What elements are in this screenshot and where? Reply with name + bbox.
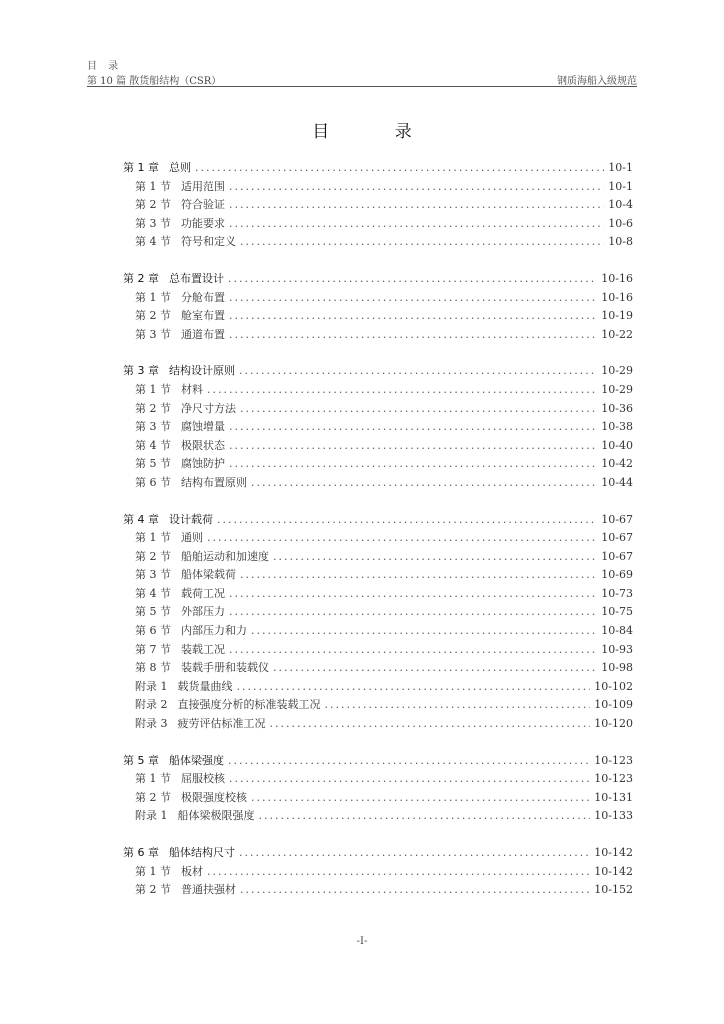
toc-section-entry[interactable]	[123, 566, 633, 585]
toc-page-number: 10-75	[601, 605, 633, 619]
page-number: -I-	[356, 936, 368, 947]
toc-page-number: 10-142	[594, 864, 633, 878]
toc-page-number: 10-102	[594, 679, 633, 693]
toc-title: 装载手册和装载仪	[181, 661, 269, 675]
toc-page-number: 10-8	[608, 235, 633, 249]
toc-section-entry[interactable]	[123, 622, 633, 641]
toc-page-number: 10-44	[601, 475, 633, 489]
toc-section-entry[interactable]	[123, 233, 633, 252]
dot-leader	[228, 272, 597, 285]
toc-page-number: 10-84	[601, 624, 633, 638]
toc-section-entry[interactable]	[123, 807, 633, 826]
toc-label	[135, 807, 255, 823]
toc-chapter-block	[123, 511, 633, 734]
toc-label	[123, 752, 224, 768]
toc-label	[135, 659, 269, 675]
toc-chapter-entry[interactable]	[123, 270, 633, 289]
toc-title: 屈服校核	[181, 772, 225, 786]
toc-title: 外部压力	[181, 605, 225, 619]
toc-title: 功能要求	[181, 216, 225, 230]
toc-page-number: 10-40	[601, 438, 633, 452]
toc-chapter-entry[interactable]	[123, 511, 633, 530]
toc-section-entry[interactable]	[123, 715, 633, 734]
toc-label	[135, 678, 233, 694]
toc-number: 第 2 节	[135, 401, 171, 415]
toc-number: 第 2 节	[135, 883, 171, 897]
toc-title: 设计载荷	[169, 512, 213, 526]
dot-leader	[229, 772, 590, 785]
dot-leader	[251, 624, 597, 637]
toc-number: 第 1 章	[123, 161, 159, 174]
dot-leader	[228, 754, 590, 767]
toc-page-number: 10-133	[594, 809, 633, 823]
toc-section-entry[interactable]	[123, 678, 633, 697]
dot-leader	[239, 846, 590, 859]
toc-section-entry[interactable]	[123, 641, 633, 660]
toc-section-entry[interactable]	[123, 548, 633, 567]
toc-page-number: 10-67	[601, 549, 633, 563]
toc-section-entry[interactable]	[123, 418, 633, 437]
dot-leader	[240, 883, 590, 896]
toc-page-number: 10-93	[601, 642, 633, 656]
toc-label	[135, 418, 225, 434]
toc-number: 第 1 节	[135, 772, 171, 786]
toc-title: 腐蚀防护	[181, 457, 225, 471]
toc-title: 通道布置	[181, 327, 225, 341]
toc-section-entry[interactable]	[123, 326, 633, 345]
toc-section-entry[interactable]	[123, 696, 633, 715]
toc-title: 船体梁强度	[169, 753, 224, 767]
toc-chapter-entry[interactable]	[123, 159, 633, 178]
toc-number: 第 4 章	[123, 512, 159, 526]
toc-section-entry[interactable]	[123, 770, 633, 789]
toc-title: 疲劳评估标准工况	[177, 717, 266, 731]
toc-chapter-block	[123, 270, 633, 344]
toc-section-entry[interactable]	[123, 659, 633, 678]
toc-title: 净尺寸方法	[181, 401, 236, 415]
toc-number: 第 1 节	[135, 290, 171, 304]
toc-title: 适用范围	[181, 179, 225, 193]
dot-leader	[240, 235, 604, 248]
toc-label	[135, 233, 236, 249]
toc-page-number: 10-109	[594, 698, 633, 712]
toc-label	[135, 715, 266, 731]
toc-page-number: 10-6	[608, 216, 633, 230]
toc-number: 第 4 节	[135, 586, 171, 600]
toc-section-entry[interactable]	[123, 437, 633, 456]
toc-number: 第 5 节	[135, 605, 171, 619]
dot-leader	[273, 550, 597, 563]
toc-label	[135, 215, 225, 231]
toc-title: 符号和定义	[181, 235, 236, 249]
dot-leader	[195, 161, 604, 174]
toc-number: 第 6 章	[123, 846, 159, 859]
toc-label	[135, 196, 225, 212]
toc-number: 附录 1	[135, 679, 168, 693]
toc-label	[135, 770, 225, 786]
dot-leader	[229, 309, 597, 322]
toc-number: 第 6 节	[135, 624, 171, 638]
toc-chapter-block	[123, 752, 633, 826]
toc-label	[135, 622, 247, 638]
toc-number: 第 4 节	[135, 438, 171, 452]
toc-title: 载荷工况	[181, 586, 225, 600]
header-section-label: 目 录	[87, 61, 123, 72]
toc-page-number: 10-1	[608, 161, 633, 174]
toc-section-entry[interactable]	[123, 381, 633, 400]
toc-section-entry[interactable]	[123, 603, 633, 622]
toc-title: 材料	[181, 382, 203, 396]
dot-leader	[229, 643, 597, 656]
toc-label	[123, 844, 235, 860]
toc-label	[135, 529, 203, 545]
toc-page-number: 10-120	[594, 717, 633, 731]
toc-title: 符合验证	[181, 198, 225, 212]
toc-number: 第 1 节	[135, 531, 171, 545]
toc-section-entry[interactable]	[123, 215, 633, 234]
toc-label	[135, 381, 203, 397]
toc-chapter-block	[123, 844, 633, 900]
toc-section-entry[interactable]	[123, 529, 633, 548]
toc-number: 第 2 章	[123, 271, 159, 285]
toc-page-number: 10-142	[594, 846, 633, 859]
toc-label	[135, 400, 236, 416]
header-left: 第 10 篇 散货船结构（CSR）	[87, 76, 222, 87]
toc-label	[135, 455, 225, 471]
toc-number: 第 2 节	[135, 198, 171, 212]
toc-page-number: 10-22	[601, 327, 633, 341]
toc-number: 附录 2	[135, 698, 168, 712]
toc-number: 第 5 节	[135, 457, 171, 471]
toc-section-entry[interactable]	[123, 789, 633, 808]
toc-section-entry[interactable]	[123, 289, 633, 308]
toc-label	[123, 270, 224, 286]
toc-section-entry[interactable]	[123, 307, 633, 326]
toc-page-number: 10-1	[608, 179, 633, 193]
toc-section-entry[interactable]	[123, 881, 633, 900]
toc-title: 分舱布置	[181, 290, 225, 304]
toc-section-entry[interactable]	[123, 863, 633, 882]
toc-number: 第 3 节	[135, 568, 171, 582]
dot-leader	[229, 328, 597, 341]
toc-title: 普通扶强材	[181, 883, 236, 897]
toc-page-number: 10-29	[601, 382, 633, 396]
dot-leader	[240, 402, 597, 415]
toc-title: 腐蚀增量	[181, 420, 225, 434]
toc-page-number: 10-67	[601, 512, 633, 526]
toc-label	[135, 585, 225, 601]
toc-label	[123, 159, 191, 175]
toc-title: 总则	[169, 161, 191, 174]
toc-title: 结构设计原则	[169, 364, 235, 378]
toc-page-number: 10-123	[594, 753, 633, 767]
toc-page-number: 10-38	[601, 420, 633, 434]
toc-page-number: 10-16	[601, 290, 633, 304]
toc-number: 第 8 节	[135, 661, 171, 675]
running-header	[87, 72, 637, 87]
dot-leader	[207, 383, 597, 396]
header-rule	[87, 86, 637, 87]
toc-chapter-block	[123, 159, 633, 252]
toc-section-entry[interactable]	[123, 178, 633, 197]
toc-page-number: 10-19	[601, 309, 633, 323]
toc-title: 直接强度分析的标准装载工况	[177, 698, 321, 712]
toc-title: 船体梁载荷	[181, 568, 236, 582]
toc-chapter-entry[interactable]	[123, 362, 633, 381]
toc-number: 第 4 节	[135, 235, 171, 249]
dot-leader	[270, 717, 591, 730]
dot-leader	[259, 809, 591, 822]
toc-label	[135, 307, 225, 323]
toc-label	[135, 548, 269, 564]
toc-section-entry[interactable]	[123, 400, 633, 419]
dot-leader	[229, 605, 597, 618]
dot-leader	[251, 791, 590, 804]
dot-leader	[229, 457, 597, 470]
toc-title: 载货量曲线	[177, 679, 233, 693]
dot-leader	[207, 865, 590, 878]
table-of-contents	[123, 159, 633, 918]
toc-title: 总布置设计	[169, 271, 224, 285]
toc-title: 极限状态	[181, 438, 225, 452]
dot-leader	[240, 568, 597, 581]
toc-label	[123, 511, 213, 527]
toc-section-entry[interactable]	[123, 196, 633, 215]
toc-number: 第 1 节	[135, 179, 171, 193]
toc-section-entry[interactable]	[123, 474, 633, 493]
toc-number: 第 6 节	[135, 475, 171, 489]
dot-leader	[217, 513, 597, 526]
toc-section-entry[interactable]	[123, 585, 633, 604]
toc-page-number: 10-29	[601, 364, 633, 378]
toc-number: 第 3 章	[123, 364, 159, 378]
toc-title: 装载工况	[181, 642, 225, 656]
toc-title: 通则	[181, 531, 203, 545]
dot-leader	[237, 680, 591, 693]
toc-number: 第 1 节	[135, 864, 171, 878]
dot-leader	[229, 420, 597, 433]
toc-page-number: 10-4	[608, 198, 633, 212]
toc-number: 第 3 节	[135, 327, 171, 341]
toc-number: 第 2 节	[135, 309, 171, 323]
toc-number: 第 3 节	[135, 420, 171, 434]
toc-title: 内部压力和力	[181, 624, 247, 638]
toc-page-number: 10-36	[601, 401, 633, 415]
dot-leader	[229, 180, 604, 193]
toc-page-number: 10-42	[601, 457, 633, 471]
dot-leader	[325, 698, 591, 711]
toc-title: 船舶运动和加速度	[181, 549, 269, 563]
toc-page-number: 10-131	[594, 790, 633, 804]
toc-number: 第 7 节	[135, 642, 171, 656]
toc-label	[135, 603, 225, 619]
dot-leader	[229, 439, 597, 452]
toc-section-entry[interactable]	[123, 455, 633, 474]
header-right: 钢质海船入级规范	[557, 76, 637, 87]
toc-page-number: 10-123	[594, 772, 633, 786]
dot-leader	[229, 198, 604, 211]
toc-title: 舱室布置	[181, 309, 225, 323]
toc-page-number: 10-152	[594, 883, 633, 897]
toc-title: 结构布置原则	[181, 475, 247, 489]
toc-label	[135, 696, 321, 712]
toc-page-number: 10-69	[601, 568, 633, 582]
toc-title: 板材	[181, 864, 203, 878]
toc-label	[135, 474, 247, 490]
toc-chapter-entry[interactable]	[123, 844, 633, 863]
toc-label	[135, 326, 225, 342]
toc-number: 第 2 节	[135, 549, 171, 563]
toc-label	[135, 566, 236, 582]
toc-page-number: 10-98	[601, 661, 633, 675]
page-title: 目 录	[312, 122, 442, 142]
toc-label	[135, 641, 225, 657]
toc-number: 第 5 章	[123, 753, 159, 767]
dot-leader	[229, 217, 604, 230]
toc-label	[135, 437, 225, 453]
toc-title: 船体梁极限强度	[177, 809, 255, 823]
toc-number: 第 2 节	[135, 790, 171, 804]
toc-page-number: 10-67	[601, 531, 633, 545]
toc-number: 第 3 节	[135, 216, 171, 230]
toc-label	[123, 362, 235, 378]
dot-leader	[207, 531, 597, 544]
toc-title: 极限强度校核	[181, 790, 247, 804]
dot-leader	[273, 661, 597, 674]
dot-leader	[239, 364, 597, 377]
toc-label	[135, 881, 236, 897]
toc-label	[135, 289, 225, 305]
toc-number: 附录 1	[135, 809, 168, 823]
toc-page-number: 10-73	[601, 586, 633, 600]
toc-chapter-entry[interactable]	[123, 752, 633, 771]
toc-label	[135, 863, 203, 879]
toc-label	[135, 178, 225, 194]
toc-number: 第 1 节	[135, 382, 171, 396]
toc-title: 船体结构尺寸	[169, 846, 235, 859]
dot-leader	[229, 291, 597, 304]
dot-leader	[251, 476, 597, 489]
toc-label	[135, 789, 247, 805]
dot-leader	[229, 587, 597, 600]
toc-number: 附录 3	[135, 717, 168, 731]
toc-chapter-block	[123, 362, 633, 492]
toc-page-number: 10-16	[601, 271, 633, 285]
